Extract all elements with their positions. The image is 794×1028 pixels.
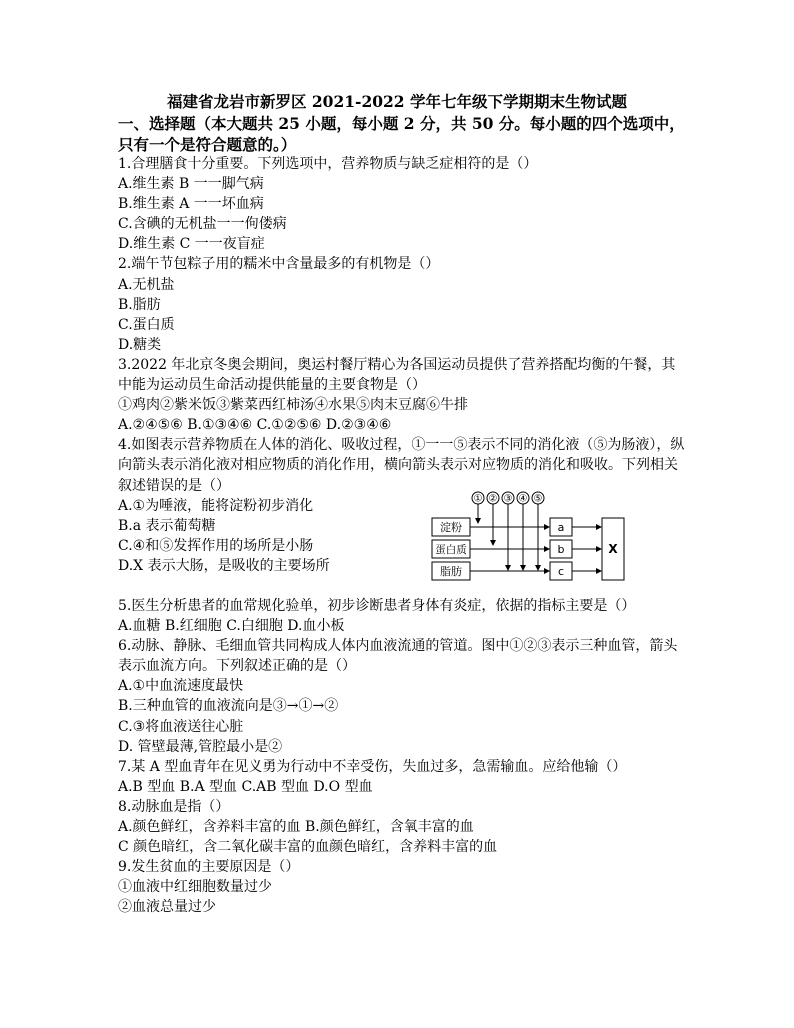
digestion-diagram (430, 489, 630, 589)
juice-label-1: ① (473, 493, 483, 505)
juice-circle-2 (487, 492, 499, 505)
question-6-option-a: A.①中血流速度最快 (118, 678, 244, 695)
vertical-arrows (478, 504, 538, 570)
question-2-option-d: D.糖类 (118, 336, 162, 353)
question-9-stem: 9.发生贫血的主要原因是（） (118, 859, 300, 876)
nutrient-box-fat (432, 562, 470, 580)
question-4-option-a: A.①为唾液，能将淀粉初步消化 (118, 497, 314, 514)
product-label-a: a (557, 521, 565, 534)
organ-box-x (602, 518, 624, 580)
section-heading: 一、选择题（本大题共 25 小题，每小题 2 分，共 50 分。每小题的四个选项中，只有一个是符合题意的。） (118, 114, 685, 154)
juice-label-2: ② (488, 493, 498, 505)
product-box-b (550, 540, 572, 558)
product-box-a (550, 518, 572, 536)
horizontal-arrows (470, 527, 549, 571)
question-7-options: A.B 型血 B.A 型血 C.AB 型血 D.O 型血 (118, 778, 373, 795)
question-4-options (118, 496, 438, 576)
question-4-stem: 4.如图表示营养物质在人体的消化、吸收过程，①一一⑤表示不同的消化液（⑤为肠液），纵向箭头表示消化液对相应物质的消化作用，横向箭头表示对应物质的消化和吸收。下列相关叙述错误的是（） (118, 437, 685, 494)
nutrient-label-fat: 脂肪 (440, 565, 462, 578)
question-6-option-d: D. 管壁最薄,管腔最小是② (118, 738, 283, 755)
question-7-stem: 7.某 A 型血青年在见义勇为行动中不幸受伤，失血过多，急需输血。应给他输（） (118, 758, 627, 775)
question-8-options-cd: C 颜色暗红，含二氧化碳丰富的血颜色暗红，含养料丰富的血 (118, 839, 498, 856)
question-9-item-2: ②血液总量过少 (118, 899, 216, 916)
question-6-stem: 6.动脉、静脉、毛细血管共同构成人体内血液流通的管道。图中①②③表示三种血管，箭头表示血流方向。下列叙述正确的是（） (118, 638, 678, 675)
question-9-item-1: ①血液中红细胞数量过少 (118, 879, 272, 896)
nutrient-label-protein: 蛋白质 (435, 544, 467, 556)
product-box-c (550, 562, 572, 580)
question-3-stem: 3.2022 年北京冬奥会期间，奥运村餐厅精心为各国运动员提供了营养搭配均衡的午餐，其中能为运动员生命活动提供能量的主要食物是（） (118, 356, 676, 394)
organ-label-x: X (608, 542, 618, 556)
question-4-option-b: B.a 表示葡萄糖 (118, 517, 216, 534)
juice-circle-5 (532, 492, 544, 505)
juice-label-5: ⑤ (533, 493, 543, 505)
question-3-options: A.②④⑤⑥ B.①③④⑥ C.①②⑤⑥ D.②③④⑥ (118, 417, 392, 434)
nutrient-box-protein (432, 540, 470, 558)
question-1-stem: 1.合理膳食十分重要。下列选项中，营养物质与缺乏症相符的是（） (118, 156, 538, 172)
question-1-option-b: B.维生素 A 一一坏血病 (118, 196, 264, 213)
absorption-arrows (572, 527, 601, 571)
question-4-option-d: D.X 表示大肠，是吸收的主要场所 (118, 557, 330, 574)
juice-label-3: ③ (503, 493, 513, 505)
question-3-items: ①鸡肉②紫米饭③紫菜西红柿汤④水果⑤肉末豆腐⑥牛排 (118, 397, 468, 414)
nutrient-label-starch: 淀粉 (440, 521, 462, 534)
question-5-options: A.血糖 B.红细胞 C.白细胞 D.血小板 (118, 618, 345, 635)
question-6-option-c: C.③将血液送往心脏 (118, 718, 244, 735)
question-8-options-ab: A.颜色鲜红，含养料丰富的血 B.颜色鲜红，含氧丰富的血 (118, 819, 474, 835)
product-label-c: c (557, 565, 565, 578)
question-4-option-c: C.④和⑤发挥作用的场所是小肠 (118, 537, 314, 554)
juice-circle-1 (472, 492, 484, 505)
nutrient-box-starch (432, 518, 470, 536)
question-5-stem: 5.医生分析患者的血常规化验单，初步诊断患者身体有炎症，依据的指标主要是（） (118, 597, 636, 614)
question-2-option-a: A.无机盐 (118, 276, 175, 293)
question-8-stem: 8.动脉血是指（） (118, 798, 230, 815)
question-1-option-d: D.维生素 C 一一夜盲症 (118, 236, 265, 253)
question-2-option-b: B.脂肪 (118, 296, 161, 313)
product-label-b: b (557, 543, 565, 556)
question-2-option-c: C.蛋白质 (118, 316, 175, 333)
document-title: 福建省龙岩市新罗区 2021-2022 学年七年级下学期期末生物试题 (166, 92, 627, 111)
question-6-option-b: B.三种血管的血液流向是③→①→② (118, 698, 339, 715)
juice-circle-3 (502, 492, 514, 505)
question-1-option-c: C.含碘的无机盐一一佝偻病 (118, 216, 287, 233)
question-2-stem: 2.端午节包粽子用的糯米中含量最多的有机物是（） (118, 256, 440, 273)
juice-label-4: ④ (518, 493, 528, 505)
question-1-option-a: A.维生素 B 一一脚气病 (118, 176, 264, 193)
juice-circle-4 (517, 492, 529, 505)
